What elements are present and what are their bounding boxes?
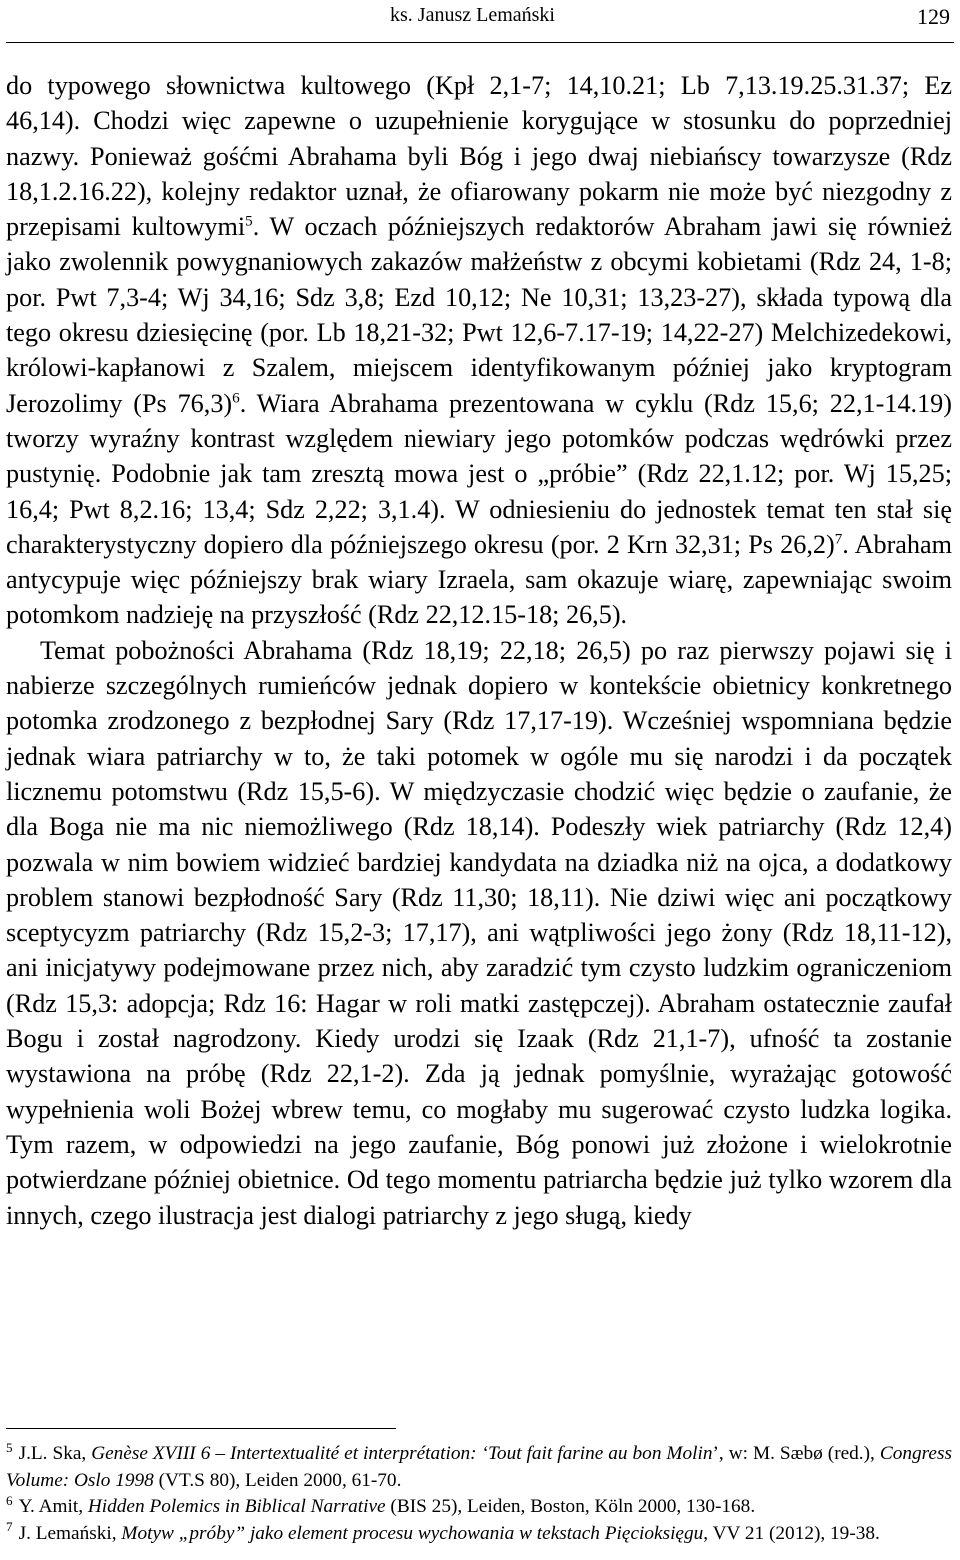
footnote-5 [6,1441,952,1494]
paragraph-1-part-b: . W oczach późniejszych redaktorów Abraham jawi się również jako zwolennik powygnaniowych zakazów małżeństw z obcymi kobietami (Rdz 24, 1-8; por. Pwt 7,3-4; Wj 34,16; Sdz 3,8; Ezd 10,12; Ne 10,31; 13,23-27), składa typową dla tego okresu dziesięcinę (por. Lb 18,21-32; Pwt 12,6-7.17-19; 14,22-27) Melchizedekowi, królowi-kapłanowi z Szalem, miejscem identyfikowanym później jako kryptogram Jerozolimy (Ps 76,3) [6,212,952,418]
footnote-rest: (BIS 25), Leiden, Boston, Köln 2000, 130-168. [385,1496,756,1518]
running-head-author: ks. Janusz Lemański [390,4,555,26]
footnote-mid: ’, w: M. Sæbø (red.), [712,1443,880,1464]
footnote-title-2: Congress Volume: Oslo 1998 [6,1443,952,1491]
header-rule [6,42,954,43]
footnote-author: J. Lemański, [18,1522,122,1544]
page-number: 129 [917,4,950,29]
footnote-title: Genèse XVIII 6 – Intertextualité et interprétation: ‘Tout fait farine au bon Molin [91,1443,713,1464]
body-text [6,68,952,1233]
footnote-ref-5: 5 [245,212,253,230]
paragraph-2: Temat pobożności Abrahama (Rdz 18,19; 22,18; 26,5) po raz pierwszy pojawi się i nabierze szczególnych rumieńców jednak dopiero w kontekście obietnicy konkretnego potomka zrodzonego z bezpłodnej Sary (Rdz 17,17-19). Wcześniej wspomniana będzie jednak wiara patriarchy w to, że taki potomek w ogóle mu się narodzi i da początek licznemu potomstwu (Rdz 15,5-6). W międzyczasie chodzić więc będzie o zaufanie, że dla Boga nie ma nic niemożliwego (Rdz 18,14). Podeszły wiek patriarchy (Rdz 12,4) pozwala w nim bowiem widzieć bardziej kandydata na dziadka niż na ojca, a dodatkowy problem stanowi bezpłodność Sary (Rdz 11,30; 18,11). Nie dziwi więc ani początkowy sceptycyzm patriarchy (Rdz 15,2-3; 17,17), ani wątpliwości jego żony (Rdz 18,11-12), ani inicjatywy podejmowane przez nich, aby zaradzić tym czysto ludzkim ograniczeniom (Rdz 15,3: adopcja; Rdz 16: Hagar w roli matki zastępczej). Abraham ostatecznie zaufał Bogu i został nagrodzony. Kiedy urodzi się Izaak (Rdz 21,1-7), ufność ta zostanie wystawiona na próbę (Rdz 22,1-2). Zda ją jednak pomyślnie, wyrażając gotowość wypełnienia woli Bożej wbrew temu, co mogłaby mu sugerować czysto ludzka logika. Tym razem, w odpowiedzi na jego zaufanie, Bóg ponowi już złożone i wielokrotnie potwierdzane później obietnice. Od tego momentu patriarcha będzie już tylko wzorem dla innych, czego ilustracja jest dialogi patriarchy z jego sługą, kiedy [6,635,952,1230]
footnote-title: Motyw „próby” jako element procesu wychowania w tekstach Pięcioksięgu [121,1522,704,1544]
footnote-mark: 7 [6,1519,13,1535]
footnote-author: J.L. Ska, [18,1443,92,1464]
footnote-6 [6,1494,952,1521]
running-head [6,4,954,38]
footnotes [6,1441,952,1547]
paragraph-1-part-d: . Abraham antycypuje więc późniejszy brak wiary Izraela, sam okazuje wiarę, zapewniając swoim potomkom nadzieję na przyszłość (Rdz 22,12.15-18; 26,5). [6,529,952,630]
footnote-rule [6,1428,396,1429]
footnote-rest: (VT.S 80), Leiden 2000, 61-70. [153,1469,402,1491]
footnote-mark: 6 [6,1492,13,1508]
footnote-mark: 5 [6,1439,13,1455]
paragraph-1 [6,68,952,633]
footnote-author: Y. Amit, [18,1496,88,1518]
document-page [6,0,954,1560]
footnote-title: Hidden Polemics in Biblical Narrative [87,1496,386,1518]
footnote-ref-6: 6 [232,388,240,406]
footnote-7 [6,1521,952,1548]
footnote-rest: , VV 21 (2012), 19-38. [703,1522,880,1544]
paragraph-1-part-a: do typowego słownictwa kultowego (Kpł 2,1-7; 14,10.21; Lb 7,13.19.25.31.37; Ez 46,14). Chodzi więc zapewne o uzupełnienie korygujące w stosunku do poprzedniej nazwy. Ponieważ gośćmi Abrahama byli Bóg i jego dwaj niebiańscy towarzysze (Rdz 18,1.2.16.22), kolejny redaktor uznał, że ofiarowany pokarm nie może być niezgodny z przepisami kultowymi [6,71,952,242]
footnote-ref-7: 7 [834,530,843,548]
paragraph-1-part-c: . Wiara Abrahama prezentowana w cyklu (Rdz 15,6; 22,1-14.19) tworzy wyraźny kontrast względem niewiary jego potomków podczas wędrówki przez pustynię. Podobnie jak tam zresztą mowa jest o „próbie” (Rdz 22,1.12; por. Wj 15,25; 16,4; Pwt 8,2.16; 13,4; Sdz 2,22; 3,1.4). W odniesieniu do jednostek temat ten stał się charakterystyczny dopiero dla późniejszego okresu (por. 2 Krn 32,31; Ps 26,2) [6,388,952,559]
